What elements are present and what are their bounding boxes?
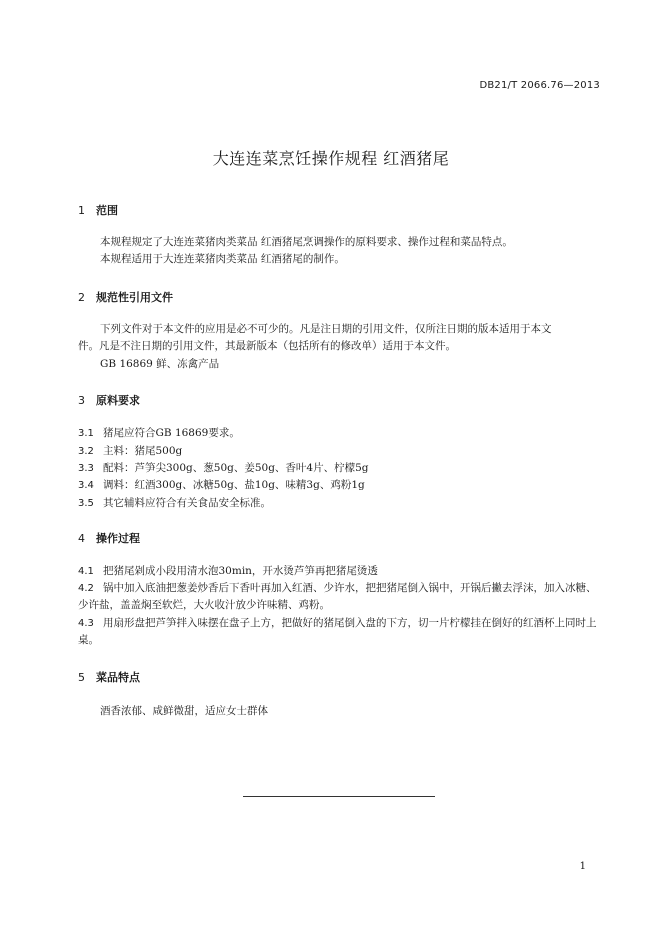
paragraph: 下列文件对于本文件的应用是必不可少的。凡是注日期的引用文件，仅所注日期的版本适用于本文	[100, 323, 552, 335]
end-rule	[243, 796, 435, 797]
section-heading-scope	[78, 202, 118, 218]
section-number: 3	[78, 394, 85, 407]
reference-entry: GB 16869 鲜、冻禽产品	[100, 358, 220, 370]
item-text: 猪尾应符合GB 16869要求。	[103, 427, 240, 439]
item-number: 3.5	[78, 498, 94, 509]
section-number: 4	[78, 532, 85, 545]
item-number: 3.4	[78, 480, 94, 491]
item-text: 把猪尾剁成小段用清水泡30min，开水烫芦笋再把猪尾烫透	[103, 565, 378, 577]
item-text: 用扇形盘把芦笋拌入味摆在盘子上方，把做好的猪尾倒入盘的下方，切一片柠檬挂在倒好的红酒杯上同时上桌。	[78, 617, 597, 646]
item-text: 其它辅料应符合有关食品安全标准。	[103, 497, 271, 509]
paragraph: 酒香浓郁、咸鲜微甜，适应女士群体	[100, 705, 268, 717]
item-text: 配料：芦笋尖300g、葱50g、姜50g、香叶4片、柠檬5g	[103, 462, 369, 474]
section-title: 原料要求	[96, 394, 140, 407]
list-item	[78, 460, 600, 477]
section-heading-process	[78, 530, 140, 546]
paragraph: 本规程适用于大连连菜猪肉类菜品 红酒猪尾的制作。	[100, 253, 345, 265]
item-number: 4.2	[78, 583, 94, 594]
section-title: 范围	[96, 204, 118, 217]
section-number: 5	[78, 671, 85, 684]
section-heading-materials	[78, 392, 140, 408]
paragraph: 本规程规定了大连连菜猪肉类菜品 红酒猪尾烹调操作的原料要求、操作过程和菜品特点。	[100, 236, 513, 248]
item-number: 3.2	[78, 446, 94, 457]
list-item	[78, 580, 600, 613]
item-number: 3.3	[78, 463, 94, 474]
section-title: 菜品特点	[96, 671, 140, 684]
list-item	[78, 563, 600, 580]
item-text: 锅中加入底油把葱姜炒香后下香叶再加入红酒、少许水，把把猪尾倒入锅中，开锅后撇去浮沫，加入冰糖、少许盐，盖盖焖至软烂，大火收汁放少许味精、鸡粉。	[78, 582, 597, 611]
paragraph: 件。凡是不注日期的引用文件，其最新版本（包括所有的修改单）适用于本文件。	[78, 340, 456, 352]
document-title: 大连连菜烹饪操作规程 红酒猪尾	[212, 149, 450, 168]
section-title: 操作过程	[96, 532, 140, 545]
item-text: 主料：猪尾500g	[103, 445, 183, 457]
standard-code: DB21/T 2066.76—2013	[479, 80, 600, 91]
list-item	[78, 425, 600, 442]
list-item	[78, 443, 600, 460]
page-number: 1	[579, 861, 586, 872]
item-number: 4.3	[78, 618, 94, 629]
item-text: 调料：红酒300g、冰糖50g、盐10g、味精3g、鸡粉1g	[103, 479, 365, 491]
list-item	[78, 495, 600, 512]
section-title: 规范性引用文件	[96, 291, 173, 304]
list-item	[78, 477, 600, 494]
section-heading-references	[78, 289, 173, 305]
section-heading-features	[78, 669, 140, 685]
section-number: 2	[78, 291, 85, 304]
section-number: 1	[78, 204, 85, 217]
list-item	[78, 615, 600, 648]
item-number: 3.1	[78, 428, 94, 439]
item-number: 4.1	[78, 566, 94, 577]
